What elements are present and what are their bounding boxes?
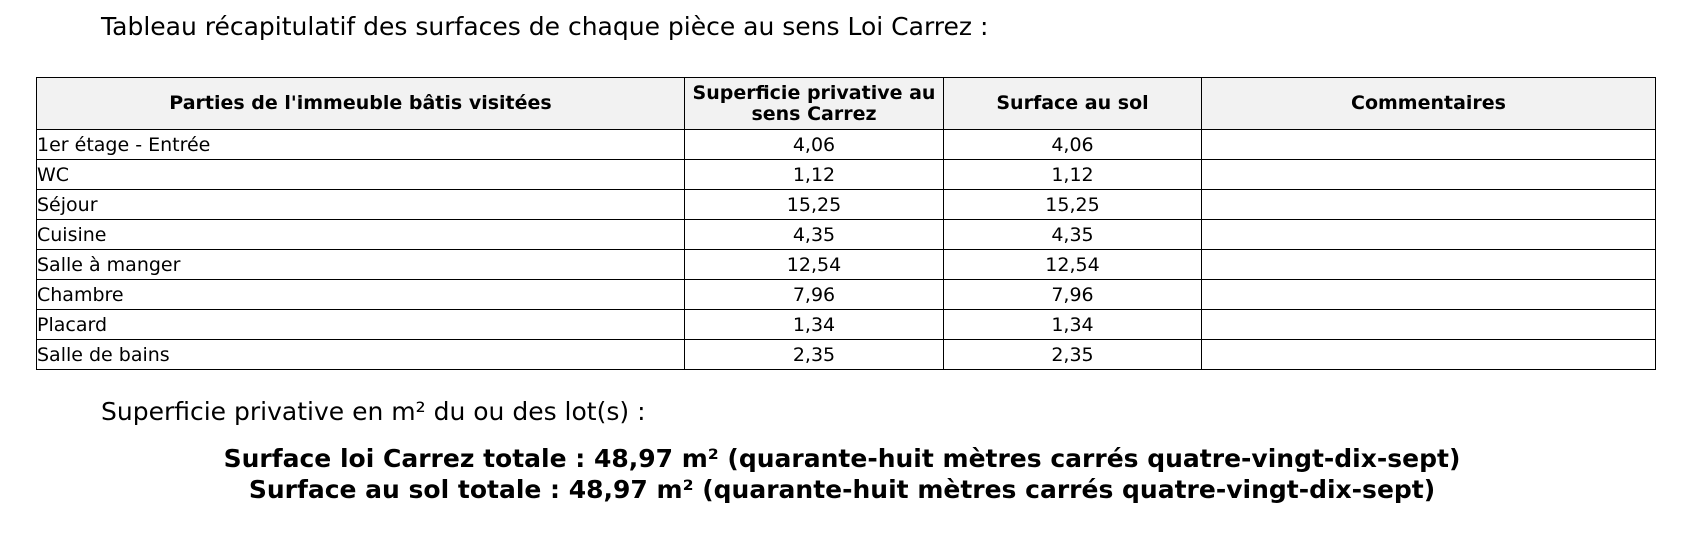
- cell-piece: Placard: [37, 310, 685, 340]
- cell-piece: Cuisine: [37, 220, 685, 250]
- header-superficie-carrez: Superficie privative au sens Carrez: [685, 78, 944, 130]
- table-row: [37, 190, 1656, 220]
- cell-commentaire: [1202, 190, 1656, 220]
- table-row: [37, 130, 1656, 160]
- cell-commentaire: [1202, 220, 1656, 250]
- summary-label: Superficie privative en m² du ou des lot(s) :: [101, 397, 646, 426]
- cell-sol: 12,54: [944, 250, 1202, 280]
- cell-carrez: 2,35: [685, 340, 944, 370]
- header-commentaires: Commentaires: [1202, 78, 1656, 130]
- cell-piece: 1er étage - Entrée: [37, 130, 685, 160]
- cell-sol: 1,12: [944, 160, 1202, 190]
- cell-sol: 2,35: [944, 340, 1202, 370]
- cell-carrez: 15,25: [685, 190, 944, 220]
- cell-carrez: 1,34: [685, 310, 944, 340]
- table-row: [37, 220, 1656, 250]
- cell-sol: 7,96: [944, 280, 1202, 310]
- cell-sol: 4,06: [944, 130, 1202, 160]
- table-row: [37, 160, 1656, 190]
- cell-commentaire: [1202, 160, 1656, 190]
- cell-carrez: 1,12: [685, 160, 944, 190]
- cell-piece: Salle à manger: [37, 250, 685, 280]
- cell-piece: WC: [37, 160, 685, 190]
- cell-piece: Chambre: [37, 280, 685, 310]
- table-intro-text: Tableau récapitulatif des surfaces de chaque pièce au sens Loi Carrez :: [101, 12, 989, 41]
- table-row: [37, 280, 1656, 310]
- cell-piece: Séjour: [37, 190, 685, 220]
- table-row: [37, 340, 1656, 370]
- cell-commentaire: [1202, 340, 1656, 370]
- cell-commentaire: [1202, 130, 1656, 160]
- cell-carrez: 12,54: [685, 250, 944, 280]
- table-row: [37, 310, 1656, 340]
- cell-sol: 4,35: [944, 220, 1202, 250]
- table-row: [37, 250, 1656, 280]
- cell-piece: Salle de bains: [37, 340, 685, 370]
- header-parties-visitees: Parties de l'immeuble bâtis visitées: [37, 78, 685, 130]
- surfaces-table: [36, 77, 1656, 370]
- cell-carrez: 4,35: [685, 220, 944, 250]
- cell-commentaire: [1202, 250, 1656, 280]
- cell-carrez: 4,06: [685, 130, 944, 160]
- cell-commentaire: [1202, 280, 1656, 310]
- cell-sol: 1,34: [944, 310, 1202, 340]
- table-header-row: [37, 78, 1656, 130]
- cell-sol: 15,25: [944, 190, 1202, 220]
- cell-carrez: 7,96: [685, 280, 944, 310]
- header-surface-sol: Surface au sol: [944, 78, 1202, 130]
- cell-commentaire: [1202, 310, 1656, 340]
- total-sol-text: Surface au sol totale : 48,97 m² (quarante-huit mètres carrés quatre-vingt-dix-sept): [248, 475, 1436, 504]
- total-carrez-text: Surface loi Carrez totale : 48,97 m² (quarante-huit mètres carrés quatre-vingt-dix-sept): [223, 444, 1461, 473]
